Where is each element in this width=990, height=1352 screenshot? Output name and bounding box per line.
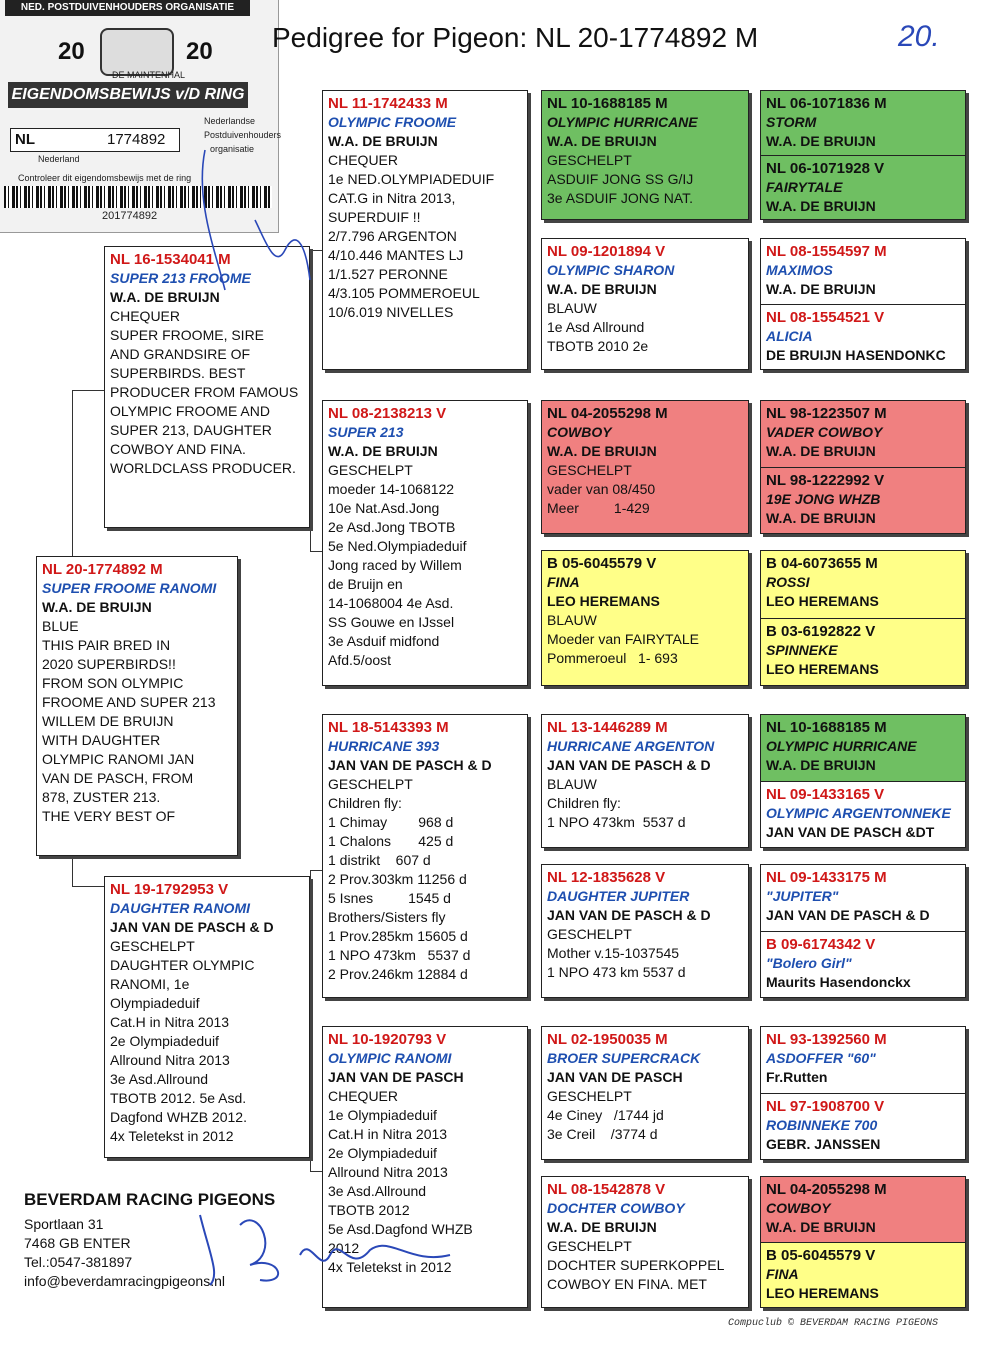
ring-number: NL 20-1774892 M [42,561,163,578]
pigeon-name: SUPER 213 FROOME [110,270,251,286]
card-org-line-2: Postduivenhouders [204,130,282,140]
pigeon-owner: JAN VAN DE PASCH &DT [766,824,935,840]
pigeon-owner: W.A. DE BRUIJN [328,443,438,459]
pigeon-card-gen5-3[interactable] [761,239,965,305]
ring-number: NL 16-1534041 M [110,251,231,268]
card-banner: EIGENDOMSBEWIJS v/D RING [8,82,248,108]
ring-number: NL 18-5143393 M [328,719,449,736]
info-line: THIS PAIR BRED IN [42,637,171,653]
info-line: 3e Asduif midfond [328,633,440,649]
info-line: Cat.H in Nitra 2013 [328,1126,448,1142]
pigeon-owner: W.A. DE BRUIJN [766,757,876,773]
info-line: OLYMPIC RANOMI JAN [42,751,195,767]
ring-number: NL 19-1792953 V [110,881,229,898]
pigeon-pair-gen5-5 [760,714,966,848]
info-line: Moeder van FAIRYTALE [547,631,699,647]
breeder-address: Sportlaan 31 [24,1216,104,1232]
page-title: Pedigree for Pigeon: NL 20-1774892 M [272,22,759,53]
info-line: 878, ZUSTER 213. [42,789,161,805]
info-line: SUPERDUIF !! [328,209,421,225]
info-line: 3e ASDUIF JONG NAT. [547,190,693,206]
info-line: 2e Olympiadeduif [328,1145,437,1161]
info-line: GESCHELPT [547,462,632,478]
info-line: Jong raced by Willem [328,557,462,573]
pigeon-card-gen5-1[interactable] [761,91,965,156]
info-line: 5 Isnes 1545 d [328,890,451,906]
pigeon-name: ROBINNEKE 700 [766,1117,878,1133]
pigeon-card-gen5-6[interactable] [761,468,965,534]
info-line: 2e Asd.Jong TBOTB [328,519,456,535]
info-line: FROM SON OLYMPIC [42,675,184,691]
pigeon-name: COWBOY [766,1200,831,1216]
pigeon-name: ROSSI [766,574,810,590]
connector-sire [72,390,107,557]
info-line: WILLEM DE BRUIJN [42,713,174,729]
card-country: NL [15,131,35,148]
card-ring-row [10,128,180,152]
pigeon-name: OLYMPIC ARGENTONNEKE [766,805,951,821]
pigeon-card-gen5-15[interactable] [761,1177,965,1243]
info-line: CHEQUER [328,1088,399,1104]
ring-number: NL 04-2055298 M [547,405,668,422]
breeder-name: BEVERDAM RACING PIGEONS [24,1190,276,1209]
pigeon-card-gen4-7[interactable] [541,1026,749,1160]
info-line: 1 Chimay 968 d [328,814,454,830]
pigeon-name: SPINNEKE [766,642,838,658]
breeder-city: 7468 GB ENTER [24,1235,131,1251]
pigeon-name: HURRICANE ARGENTON [547,738,715,754]
ring-number: NL 93-1392560 M [766,1031,887,1048]
pigeon-owner: LEO HEREMANS [766,593,879,609]
info-line: 2 Prov.246km 12884 d [328,966,468,982]
card-barcode-number: 201774892 [102,210,158,222]
info-line: 1e NED.OLYMPIADEDUIF [328,171,495,187]
info-line: 1 distrikt 607 d [328,852,431,868]
breeder-phone: Tel.:0547-381897 [24,1254,133,1270]
ring-number: NL 08-1554521 V [766,309,885,326]
pigeon-pair-gen5-2 [760,238,966,370]
info-line: Mother v.15-1037545 [547,945,680,961]
info-line: DOCHTER SUPERKOPPEL [547,1257,725,1273]
info-line: GESCHELPT [547,1088,632,1104]
pigeon-card-gen5-2[interactable] [761,156,965,220]
pigeon-name: "JUPITER" [766,888,839,904]
info-line: Cat.H in Nitra 2013 [110,1014,230,1030]
ring-number: NL 13-1446289 M [547,719,668,736]
pigeon-pair-gen5-6 [760,864,966,998]
info-line: COWBOY AND FINA. [110,441,246,457]
info-line: COWBOY EN FINA. MET [547,1276,707,1292]
pigeon-card-gen5-5[interactable] [761,401,965,468]
info-line: 1 Chalons 425 d [328,833,454,849]
pigeon-card-gen4-1[interactable] [541,90,749,220]
pigeon-owner: W.A. DE BRUIJN [766,133,876,149]
pigeon-card-gen4-2[interactable] [541,238,749,370]
pigeon-owner: LEO HEREMANS [766,661,879,677]
pigeon-card-gen4-8[interactable] [541,1176,749,1308]
info-line: 3e Asd.Allround [110,1071,209,1087]
pigeon-owner: W.A. DE BRUIJN [547,133,657,149]
pigeon-name: OLYMPIC HURRICANE [547,114,698,130]
info-line: CAT.G in Nitra 2013, [328,190,456,206]
page-number: 20. [898,20,940,53]
info-line: GESCHELPT [328,462,413,478]
info-line: BLUE [42,618,79,634]
breeder-email[interactable]: info@beverdamracingpigeons.nl [24,1273,225,1289]
info-line: TBOTB 2012. 5e Asd. [110,1090,247,1106]
pigeon-card-gen5-14[interactable] [761,1094,965,1160]
info-line: TBOTB 2012 [328,1202,410,1218]
ring-number: B 04-6073655 M [766,555,878,572]
pigeon-name: HURRICANE 393 [328,738,440,754]
card-note: Controleer dit eigendomsbewijs met de ring [18,173,192,183]
pigeon-pair-gen5-1 [760,90,966,220]
signature-icon [180,1195,470,1295]
pigeon-card-gen5-12[interactable] [761,932,965,998]
info-line: 3e Creil /3774 d [547,1126,658,1142]
card-badge: DE MAINTENHAL [112,70,186,80]
pigeon-owner: W.A. DE BRUIJN [766,443,876,459]
pigeon-card-gen3-3[interactable] [322,714,528,998]
info-line: AND GRANDSIRE OF [110,346,251,362]
info-line: 10e Nat.Asd.Jong [328,500,440,516]
info-line: 14-1068004 4e Asd. [328,595,454,611]
pigeon-owner: Fr.Rutten [766,1069,828,1085]
pigeon-owner: W.A. DE BRUIJN [42,599,152,615]
pigeon-name: ALICIA [766,328,813,344]
ring-number: NL 09-1201894 V [547,243,666,260]
ring-number: B 05-6045579 V [766,1247,876,1264]
pigeon-owner: DE BRUIJN HASENDONKC [766,347,946,363]
pigeon-name: DOCHTER COWBOY [547,1200,685,1216]
info-line: OLYMPIC FROOME AND [110,403,270,419]
pigeon-card-gen5-7[interactable] [761,551,965,619]
info-line: BLAUW [547,776,597,792]
pigeon-name: DAUGHTER RANOMI [110,900,250,916]
pigeon-card-gen5-11[interactable] [761,865,965,932]
pigeon-card-dam[interactable] [104,876,310,1158]
pigeon-owner: JAN VAN DE PASCH & D [110,919,274,935]
info-line: ASDUIF JONG SS G/IJ [547,171,694,187]
pigeon-owner: JAN VAN DE PASCH [547,1069,683,1085]
ring-number: B 03-6192822 V [766,623,876,640]
info-line: 2/7.796 ARGENTON [328,228,457,244]
pigeon-card-gen4-4[interactable] [541,550,749,686]
info-line: PRODUCER FROM FAMOUS [110,384,299,400]
pigeon-card-gen5-13[interactable] [761,1027,965,1094]
info-line: de Bruijn en [328,576,403,592]
info-line: 2012 [328,1240,360,1256]
info-line: Allround Nitra 2013 [328,1164,448,1180]
info-line: Dagfond WHZB 2012. [110,1109,247,1125]
pigeon-owner: LEO HEREMANS [766,1285,879,1301]
info-line: GESCHELPT [547,1238,632,1254]
info-line: 1 NPO 473km 5537 d [547,814,686,830]
ring-number: NL 09-1433165 V [766,786,885,803]
info-line: Olympiadeduif [110,995,200,1011]
info-line: FROOME AND SUPER 213 [42,694,216,710]
ring-number: NL 08-1554597 M [766,243,887,260]
pigeon-pair-gen5-7 [760,1026,966,1160]
info-line: SUPERBIRDS. BEST [110,365,246,381]
info-line: 3e Asd.Allround [328,1183,427,1199]
ring-number: NL 98-1223507 M [766,405,887,422]
pigeon-name: OLYMPIC SHARON [547,262,675,278]
pigeon-name: DAUGHTER JUPITER [547,888,690,904]
info-line: 2020 SUPERBIRDS!! [42,656,176,672]
info-line: TBOTB 2010 2e [547,338,649,354]
lion-emblem-icon [100,28,174,76]
ring-number: NL 02-1950035 M [547,1031,668,1048]
card-org-line-1: Nederlandse [204,116,256,126]
ring-number: NL 10-1688185 M [766,719,887,736]
ring-number: NL 06-1071836 M [766,95,887,112]
pigeon-owner: W.A. DE BRUIJN [547,1219,657,1235]
info-line: vader van 08/450 [547,481,656,497]
info-line: VAN DE PASCH, FROM [42,770,194,786]
pigeon-name: FINA [547,574,580,590]
info-line: 1/1.527 PERONNE [328,266,448,282]
pigeon-name: MAXIMOS [766,262,833,278]
pigeon-owner: W.A. DE BRUIJN [110,289,220,305]
info-line: 10/6.019 NIVELLES [328,304,454,320]
card-land: Nederland [38,154,80,164]
info-line: 1 Prov.285km 15605 d [328,928,468,944]
info-line: GESCHELPT [110,938,195,954]
pigeon-name: STORM [766,114,817,130]
info-line: 5e Asd.Dagfond WHZB [328,1221,473,1237]
info-line: GESCHELPT [547,152,632,168]
pigeon-name: 19E JONG WHZB [766,491,881,507]
pigeon-name: VADER COWBOY [766,424,883,440]
pigeon-owner: W.A. DE BRUIJN [547,281,657,297]
pigeon-name: FINA [766,1266,799,1282]
pigeon-owner: W.A. DE BRUIJN [766,510,876,526]
footer-credit: Compuclub © BEVERDAM RACING PIGEONS [728,1318,939,1329]
info-line: Afd.5/oost [328,652,392,668]
info-line: Pommeroeul 1- 693 [547,650,678,666]
info-line: 1 NPO 473km 5537 d [328,947,471,963]
info-line: SUPER 213, DAUGHTER [110,422,272,438]
card-ring-number: 1774892 [107,131,166,148]
pigeon-name: OLYMPIC FROOME [328,114,457,130]
info-line: moeder 14-1068122 [328,481,455,497]
ring-number: NL 08-1542878 V [547,1181,666,1198]
ring-number: B 05-6045579 V [547,555,657,572]
pigeon-owner: Maurits Hasendonckx [766,974,911,990]
pigeon-pair-gen5-8 [760,1176,966,1308]
ring-number: NL 09-1433175 M [766,869,887,886]
ring-number: NL 04-2055298 M [766,1181,887,1198]
info-line: Meer 1-429 [547,500,650,516]
card-org: NED. POSTDUIVENHOUDERS ORGANISATIE [5,0,250,16]
pigeon-card-gen5-9[interactable] [761,715,965,782]
info-line: WORLDCLASS PRODUCER. [110,460,296,476]
info-line: 2e Olympiadeduif [110,1033,219,1049]
info-line: GESCHELPT [547,926,632,942]
handwriting-mark-icon [195,140,315,300]
ring-number: NL 10-1688185 M [547,95,668,112]
info-line: Children fly: [547,795,621,811]
ring-number: NL 08-2138213 V [328,405,447,422]
pigeon-card-gen5-16[interactable] [761,1243,965,1308]
info-line: GESCHELPT [328,776,413,792]
pigeon-name: ASDOFFER "60" [766,1050,876,1066]
info-line: CHEQUER [328,152,399,168]
ring-number: NL 97-1908700 V [766,1098,885,1115]
ring-number: NL 06-1071928 V [766,160,885,177]
info-line: 5e Ned.Olympiadeduif [328,538,467,554]
info-line: SUPER FROOME, SIRE [110,327,265,343]
ring-number: NL 11-1742433 M [328,95,448,112]
pigeon-name: "Bolero Girl" [766,955,852,971]
pigeon-name: OLYMPIC HURRICANE [766,738,917,754]
info-line: 4/10.446 MANTES LJ [328,247,464,263]
info-line: Brothers/Sisters fly [328,909,446,925]
pigeon-owner: W.A. DE BRUIJN [766,198,876,214]
pigeon-name: SUPER FROOME RANOMI [42,580,217,596]
pigeon-name: OLYMPIC RANOMI [328,1050,452,1066]
info-line: 1e Asd Allround [547,319,645,335]
info-line: Allround Nitra 2013 [110,1052,230,1068]
card-year-right: 20 [186,38,213,65]
pigeon-owner: W.A. DE BRUIJN [766,1219,876,1235]
pigeon-name: FAIRYTALE [766,179,843,195]
pigeon-owner: W.A. DE BRUIJN [766,281,876,297]
pigeon-card-gen5-8[interactable] [761,619,965,686]
pigeon-name: SUPER 213 [328,424,404,440]
info-line: RANOMI, 1e [110,976,190,992]
pigeon-card-gen3-2[interactable] [322,400,528,686]
pigeon-owner: LEO HEREMANS [547,593,660,609]
pigeon-name: COWBOY [547,424,612,440]
pigeon-owner: GEBR. JANSSEN [766,1136,881,1152]
pigeon-card-gen4-3[interactable] [541,400,749,534]
pigeon-card-gen5-10[interactable] [761,782,965,848]
pigeon-owner: W.A. DE BRUIJN [547,443,657,459]
card-org-line-3: organisatie [210,144,255,154]
info-line: Children fly: [328,795,402,811]
pigeon-card-gen5-4[interactable] [761,305,965,370]
pigeon-owner: JAN VAN DE PASCH & D [328,757,492,773]
info-line: THE VERY BEST OF [42,808,176,824]
pigeon-name: BROER SUPERCRACK [547,1050,701,1066]
card-year-left: 20 [58,38,85,65]
ring-number: NL 98-1222992 V [766,472,885,489]
info-line: 4/3.105 POMMEROEUL [328,285,480,301]
info-line: CHEQUER [110,308,181,324]
ring-number: NL 10-1920793 V [328,1031,447,1048]
pigeon-owner: JAN VAN DE PASCH [328,1069,464,1085]
pigeon-card-subject[interactable] [36,556,238,856]
pigeon-card-gen4-5[interactable] [541,714,749,848]
info-line: BLAUW [547,300,597,316]
info-line: 2 Prov.303km 11256 d [328,871,467,887]
pigeon-pair-gen5-3 [760,400,966,534]
pigeon-owner: JAN VAN DE PASCH & D [766,907,930,923]
info-line: 4x Teletekst in 2012 [110,1128,234,1144]
pigeon-owner: JAN VAN DE PASCH & D [547,907,711,923]
pigeon-pair-gen5-4 [760,550,966,686]
pigeon-card-gen3-1[interactable] [322,90,528,370]
ring-number: NL 12-1835628 V [547,869,666,886]
info-line: DAUGHTER OLYMPIC [110,957,255,973]
info-line: WITH DAUGHTER [42,732,161,748]
info-line: 1e Olympiadeduif [328,1107,437,1123]
info-line: 4x Teletekst in 2012 [328,1259,452,1275]
info-line: SS Gouwe en IJssel [328,614,455,630]
info-line: 1 NPO 473 km 5537 d [547,964,686,980]
info-line: 4e Ciney /1744 jd [547,1107,664,1123]
pigeon-owner: W.A. DE BRUIJN [328,133,438,149]
pigeon-card-gen4-6[interactable] [541,864,749,998]
info-line: BLAUW [547,612,597,628]
ring-number: B 09-6174342 V [766,936,876,953]
pigeon-owner: JAN VAN DE PASCH & D [547,757,711,773]
